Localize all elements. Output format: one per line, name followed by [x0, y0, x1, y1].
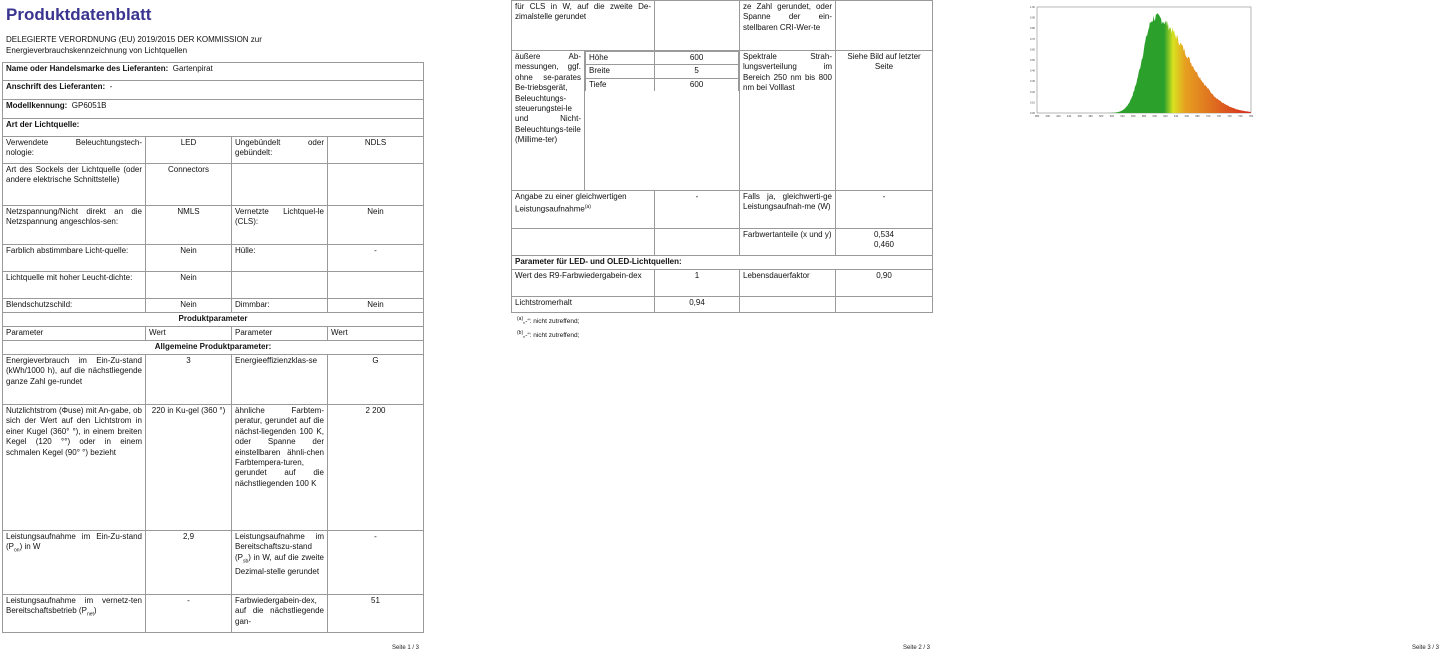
table-row: für CLS in W, auf die zweite De-zimalstelle gerundet ze Zahl gerundet, oder Spanne der ein-stellbaren CRI-Wer-te — [512, 1, 933, 51]
table-row: Blendschutzschild: Nein Dimmbar: Nein — [3, 299, 424, 313]
x-tick-label: 400 — [1045, 115, 1050, 118]
y-tick-label: 0.20 — [1029, 90, 1035, 94]
y-tick-label: 0.70 — [1029, 37, 1035, 41]
supplier-name-row: Name oder Handelsmarke des Lieferanten: Gartenpirat — [3, 63, 424, 81]
table-row: Leistungsaufnahme im Ein-Zu-stand $(P_{on})$ in W 2,9 Leistungsaufnahme im Bereitschaftszu-stand $(P_{sb})$ in W, auf die zweite Dezimal-stelle gerundet - — [3, 531, 424, 595]
page-number: Seite 3 / 3 — [1412, 645, 1440, 651]
product-table-page-2 — [511, 0, 933, 313]
table-row: Leistungsaufnahme im vernetz-ten Bereitschaftsbetrieb $(P_{net})$ - Farbwiedergabein-dex, auf die nächstliegende gan- 51 — [3, 595, 424, 633]
y-tick-label: 0.40 — [1029, 69, 1035, 73]
supplier-address-row: Anschrift des Lieferanten: - — [3, 81, 424, 100]
document-title: Produktdatenblatt — [6, 5, 152, 24]
x-tick-label: 640 — [1173, 115, 1179, 118]
x-tick-label: 620 — [1163, 115, 1168, 118]
light-source-type-heading: Art der Lichtquelle: — [3, 119, 424, 137]
x-tick-label: 720 — [1216, 115, 1222, 118]
x-tick-label: 660 — [1184, 115, 1189, 118]
x-tick-label: 560 — [1131, 115, 1136, 118]
page-number: Seite 2 / 3 — [903, 645, 931, 651]
x-tick-label: 680 — [1195, 115, 1200, 118]
page-1 — [0, 0, 430, 655]
spectral-distribution-image — [1025, 5, 1255, 121]
general-parameters-heading: Allgemeine Produktparameter: — [3, 341, 424, 355]
x-tick-label: 420 — [1056, 115, 1061, 118]
document-subtitle: DELEGIERTE VERORDNUNG (EU) 2019/2015 DER KOMMISSION zur Energieverbrauchskennzeichnung von Lichtquellen — [6, 35, 262, 55]
dimensions-cell: Höhe 600 Breite 5 Tiefe 600 — [585, 51, 740, 191]
table-row: Angabe zu einer gleichwertigen Leistungsaufnahme$^{(a)}$ - Falls ja, gleichwerti-ge Leistungsaufnah-me (W) - — [512, 191, 933, 229]
y-tick-label: 0.30 — [1029, 80, 1035, 84]
y-axis-ticks — [1030, 5, 1036, 115]
x-tick-label: 740 — [1227, 115, 1232, 118]
x-tick-label: 440 — [1066, 115, 1072, 118]
product-table-page-1 — [2, 62, 424, 633]
table-row: äußere Ab-messungen, ggf. ohne se-parates Be-triebsgerät, Beleuchtungs-steuerungstei-le und Nicht-Beleuchtungs-teile (Millime-ter) Höhe 600 Breite 5 Tiefe 600 Spektrale Strah-lungsverteilung im Bereich 250 nm bis 800 nm bei Volllast Siehe Bild auf letzter Seite — [512, 51, 933, 191]
footnote-b: $^{(b)}$„-“: nicht zutreffend; — [517, 330, 580, 340]
table-row: Lichtquelle mit hoher Leucht-dichte: Nein — [3, 272, 424, 299]
x-tick-label: 600 — [1152, 115, 1157, 118]
led-parameters-heading: Parameter für LED- und OLED-Lichtquellen: — [512, 256, 933, 270]
x-tick-label: 760 — [1238, 115, 1243, 118]
table-row: Farblich abstimmbare Licht-quelle: Nein Hülle: - — [3, 245, 424, 272]
page-number: Seite 1 / 3 — [392, 645, 420, 651]
x-tick-label: 520 — [1109, 115, 1115, 118]
model-row: Modellkennung: GP6051B — [3, 100, 424, 119]
footnote-a: $^{(a)}$„-“: nicht zutreffend; — [517, 316, 580, 326]
x-tick-label: 580 — [1141, 115, 1147, 118]
y-tick-label: 0.50 — [1029, 59, 1035, 62]
x-tick-label: 540 — [1120, 115, 1125, 118]
x-tick-label: 700 — [1206, 115, 1211, 118]
x-tick-label: 380 — [1034, 115, 1040, 118]
table-row: Farbwertanteile (x und y) 0,534 0,460 — [512, 229, 933, 256]
y-tick-label: 0.00 — [1029, 112, 1035, 115]
x-tick-label: 460 — [1077, 115, 1082, 118]
x-axis-ticks — [1035, 114, 1254, 118]
table-row: Lichtstromerhalt 0,94 — [512, 297, 933, 313]
y-tick-label: 0.60 — [1029, 48, 1035, 52]
table-row: Verwendete Beleuchtungstech-nologie: LED Ungebündelt oder gebündelt: NDLS — [3, 137, 424, 164]
y-tick-label: 0.80 — [1029, 27, 1035, 31]
column-header-row: Parameter Wert Parameter Wert — [3, 327, 424, 341]
table-row: Nutzlichtstrom (Φuse) mit An-gabe, ob sich der Wert auf den Lichtstrom in einer Kugel (360° °), in einem breiten Kegel (120 °°) oder in einem schmalen Kegel (90° °) bezieht 220 in Ku-gel (360 °) ähnliche Farbtem-peratur, gerundet auf die nächst-liegenden 100 K, oder Spanne der einstellbaren ähnli-chen Farbtempera-turen, gerundet auf die nächstliegenden 100 K 2 200 — [3, 405, 424, 531]
table-row: Energieverbrauch im Ein-Zu-stand (kWh/1000 h), auf die nächstliegende ganze Zahl ge-rundet 3 Energieeffizienzklas-se G — [3, 355, 424, 405]
x-tick-label: 500 — [1099, 115, 1104, 118]
y-tick-label: 0.90 — [1029, 16, 1035, 20]
x-tick-label: 480 — [1088, 115, 1093, 118]
y-tick-label: 0.10 — [1029, 101, 1035, 105]
product-parameters-heading: Produktparameter — [3, 313, 424, 327]
table-row: Wert des R9-Farbwiedergabein-dex 1 Lebensdauerfaktor 0,90 — [512, 270, 933, 297]
table-row: Netzspannung/Nicht direkt an die Netzspannung angeschlos-sen: NMLS Vernetzte Lichtquel-le (CLS): Nein — [3, 206, 424, 245]
y-tick-label: 1.00 — [1029, 6, 1035, 9]
x-tick-label: 780 — [1248, 115, 1254, 118]
table-row: Art des Sockels der Lichtquelle (oder andere elektrische Schnittstelle) Connectors — [3, 164, 424, 206]
